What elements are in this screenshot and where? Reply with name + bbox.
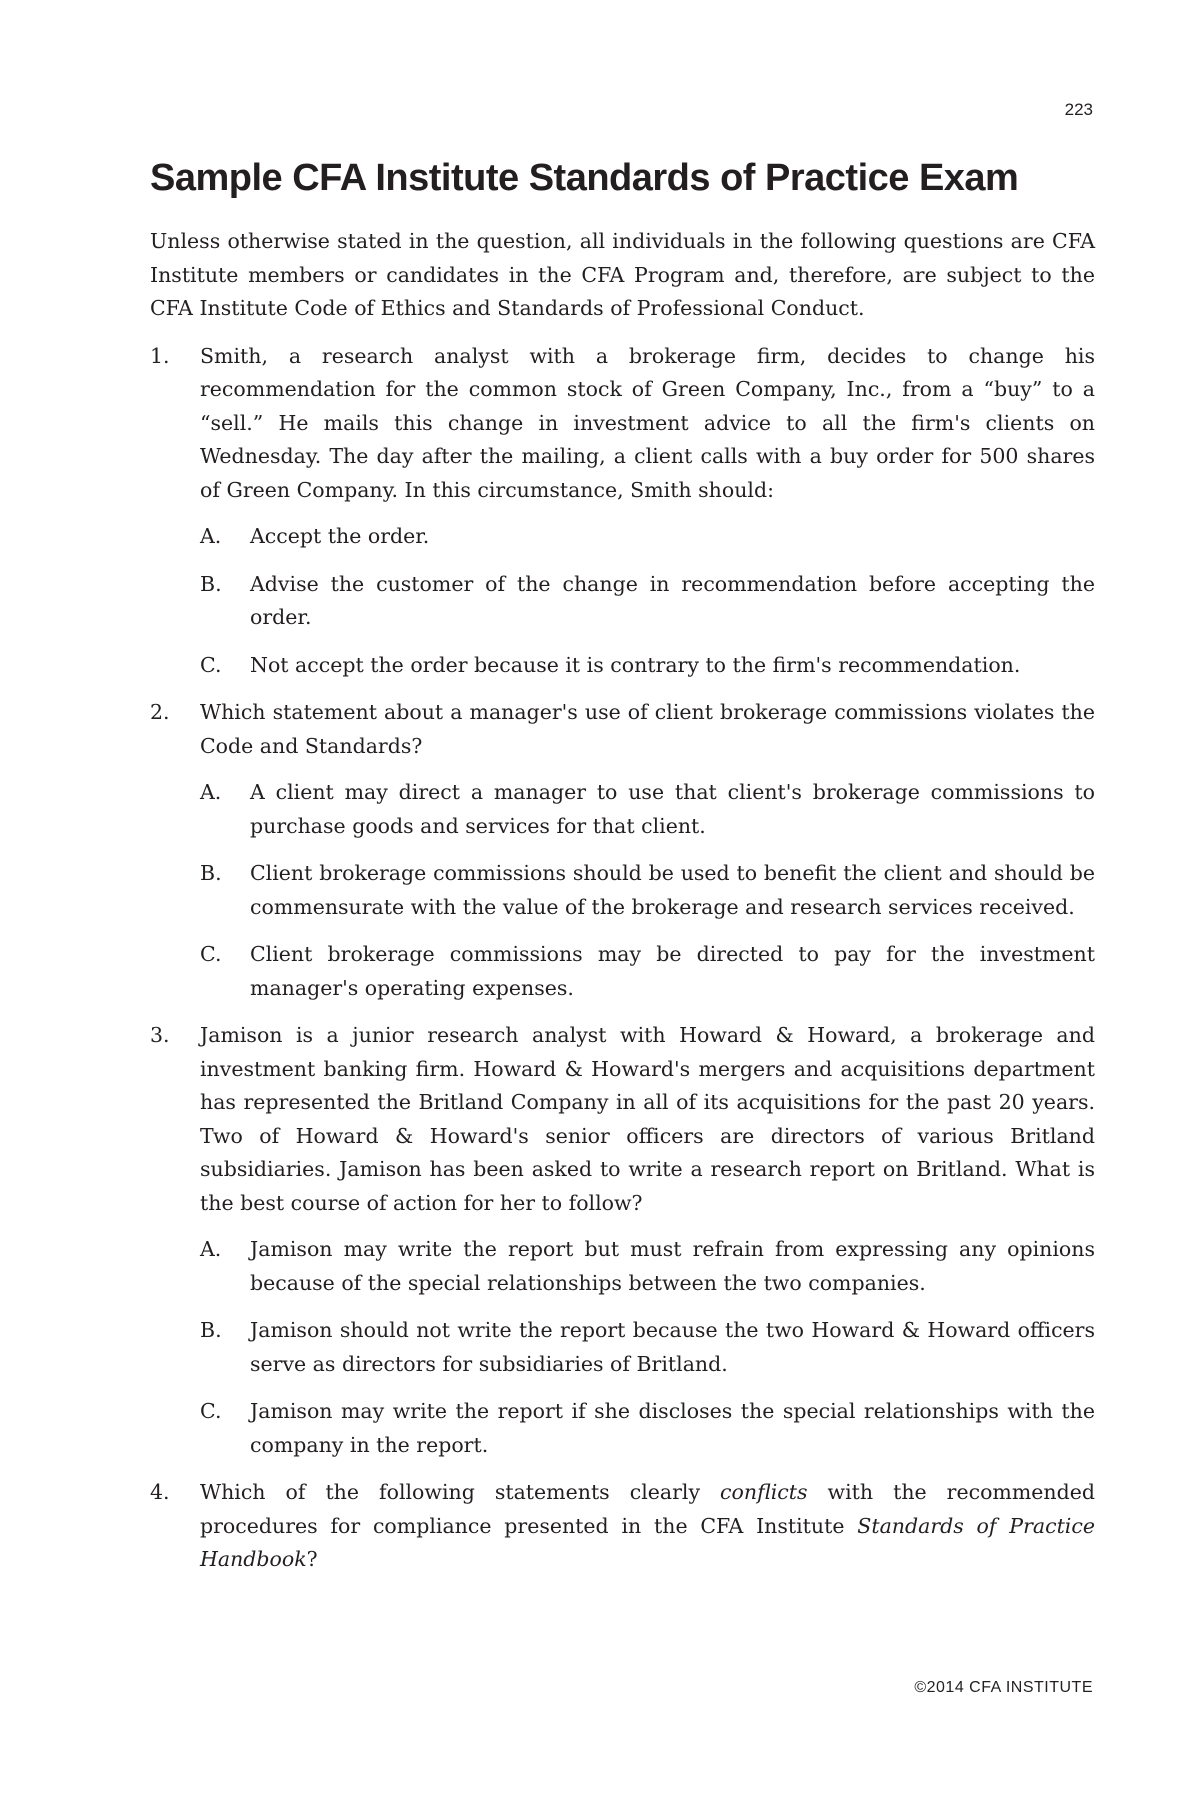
option-b bbox=[200, 568, 1095, 635]
option-a bbox=[200, 1233, 1095, 1300]
option-text: Jamison may write the report but must refrain from expressing any opinions because of the special relationships between the two companies. bbox=[250, 1237, 1095, 1295]
option-letter: C. bbox=[200, 942, 222, 966]
question-1 bbox=[150, 340, 1095, 683]
option-c bbox=[200, 938, 1095, 1005]
option-letter: A. bbox=[200, 1237, 222, 1261]
copyright-footer: ©2014 CFA INSTITUTE bbox=[914, 1679, 1093, 1696]
option-letter: B. bbox=[200, 861, 222, 885]
exam-content bbox=[150, 225, 1095, 1590]
answer-options bbox=[200, 1233, 1095, 1462]
option-letter: C. bbox=[200, 1399, 222, 1423]
option-a bbox=[200, 776, 1095, 843]
option-text: Jamison should not write the report because the two Howard & Howard officers serve as directors for subsidiaries of Britland. bbox=[250, 1318, 1095, 1376]
question-number: 2. bbox=[150, 700, 170, 724]
option-c bbox=[200, 649, 1095, 683]
option-letter: A. bbox=[200, 524, 222, 548]
option-b bbox=[200, 857, 1095, 924]
question-text: Smith, a research analyst with a brokerage firm, decides to change his recommendation for the common stock of Green Company, Inc., from a “buy” to a “sell.” He mails this change in investment advice to all the firm's clients on Wednesday. The day after the mailing, a client calls with a buy order for 500 shares of Green Company. In this circumstance, Smith should: bbox=[200, 343, 1095, 502]
page-number: 223 bbox=[1064, 100, 1093, 119]
question-number: 4. bbox=[150, 1480, 170, 1504]
option-text: Jamison may write the report if she discloses the special relationships with the company in the report. bbox=[250, 1399, 1095, 1457]
question-4 bbox=[150, 1476, 1095, 1577]
question-text: Which statement about a manager's use of client brokerage commissions violates the Code and Standards? bbox=[200, 700, 1095, 758]
option-letter: C. bbox=[200, 652, 222, 677]
option-text: Not accept the order because it is contrary to the firm's recommendation. bbox=[250, 652, 1021, 677]
question-text bbox=[200, 1476, 1095, 1577]
option-text: Accept the order. bbox=[250, 524, 430, 548]
option-letter: B. bbox=[200, 1318, 222, 1342]
question-text-part: with the recommended procedures for compliance presented in the CFA Institute bbox=[200, 1480, 1096, 1538]
question-number: 1. bbox=[150, 343, 170, 368]
question-text-part: Which of the following statements clearly bbox=[200, 1480, 721, 1504]
option-text: Client brokerage commissions may be directed to pay for the investment manager's operating expenses. bbox=[250, 942, 1095, 1000]
option-b bbox=[200, 1314, 1095, 1381]
question-3 bbox=[150, 1019, 1095, 1462]
option-text: A client may direct a manager to use that client's brokerage commissions to purchase goods and services for that client. bbox=[250, 780, 1095, 838]
option-text: Advise the customer of the change in recommendation before accepting the order. bbox=[250, 571, 1095, 629]
page-title: Sample CFA Institute Standards of Practice Exam bbox=[150, 157, 1019, 199]
question-number: 3. bbox=[150, 1023, 170, 1047]
option-letter: A. bbox=[200, 780, 222, 804]
emphasis-conflicts: conflicts bbox=[720, 1480, 808, 1504]
question-text-part: ? bbox=[306, 1547, 318, 1571]
option-letter: B. bbox=[200, 571, 222, 596]
intro-paragraph: Unless otherwise stated in the question, all individuals in the following questions are CFA Institute members or candidates in the CFA Program and, therefore, are subject to the CFA Institute Code of Ethics and Standards of Professional Conduct. bbox=[150, 229, 1095, 320]
option-c bbox=[200, 1395, 1095, 1462]
question-text: Jamison is a junior research analyst with Howard & Howard, a brokerage and investment banking firm. Howard & Howard's mergers and acquisitions department has represented the Britland Company in all of its acquisitions for the past 20 years. Two of Howard & Howard's senior officers are directors of various Britland subsidiaries. Jamison has been asked to write a research report on Britland. What is the best course of action for her to follow? bbox=[200, 1023, 1095, 1215]
option-a bbox=[200, 520, 1095, 554]
option-text: Client brokerage commissions should be used to benefit the client and should be commensurate with the value of the brokerage and research services received. bbox=[250, 861, 1095, 919]
answer-options bbox=[200, 520, 1095, 682]
answer-options bbox=[200, 776, 1095, 1005]
handbook-title: Standards of Practice Handbook bbox=[200, 1513, 1095, 1571]
question-2 bbox=[150, 696, 1095, 1005]
